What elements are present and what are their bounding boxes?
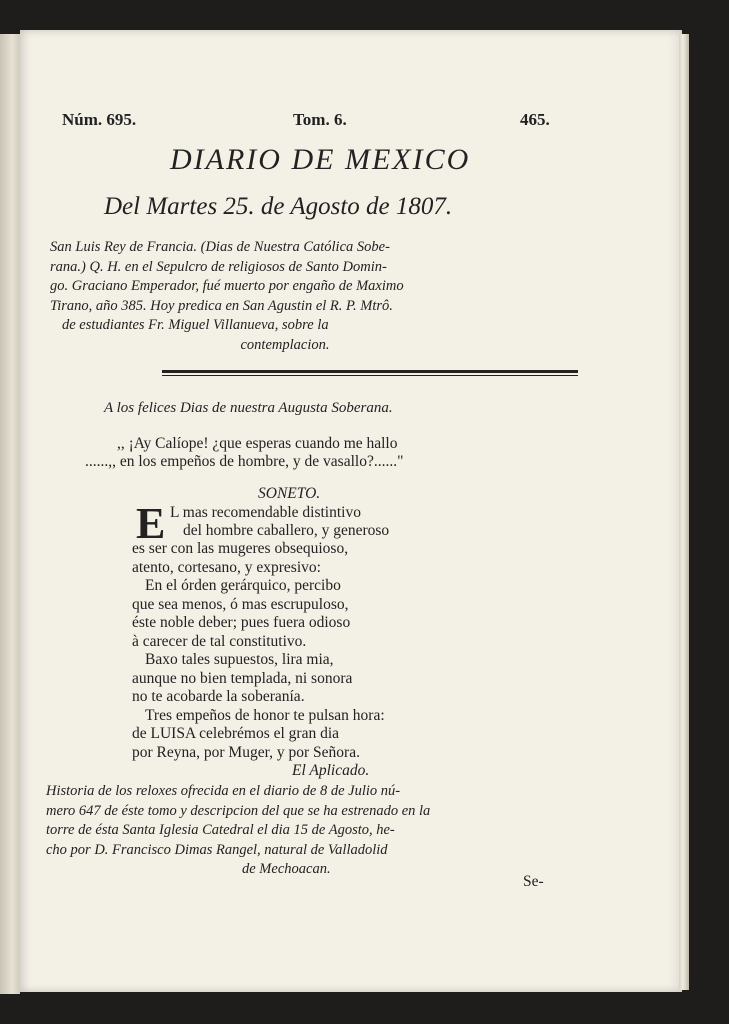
newspaper-title: DIARIO DE MEXICO <box>170 143 471 176</box>
sonnet-line: aunque no bien templada, ni sonora <box>132 669 353 687</box>
poem-dedication: A los felices Dias de nuestra Augusta Soberana. <box>104 400 393 416</box>
sonnet-line: atento, cortesano, y expresivo: <box>132 558 321 576</box>
divider-rule-thin <box>162 375 578 376</box>
page-number: 465. <box>520 110 550 129</box>
sonnet-line: éste noble deber; pues fuera odioso <box>132 614 351 631</box>
history-line: mero 647 de éste tomo y descripcion del que se ha estrenado en la <box>46 802 431 819</box>
history-notice <box>46 782 518 860</box>
poem-signature: El Aplicado. <box>292 762 370 779</box>
saint-line: Tirano, año 385. Hoy predica en San Agustin el R. P. Mtrô. <box>50 297 393 314</box>
history-line: Historia de los reloxes ofrecida en el diario de 8 de Julio nú- <box>46 783 401 799</box>
left-page-edge <box>0 34 20 994</box>
history-line: cho por D. Francisco Dimas Rangel, natural de Valladolid <box>46 841 388 858</box>
drop-cap: E <box>136 499 166 548</box>
page-edge <box>679 34 689 990</box>
sonnet-line: que sea menos, ó mas escrupuloso, <box>132 595 349 613</box>
catchword: Se- <box>523 873 544 890</box>
tome-number: Tom. 6. <box>293 110 347 129</box>
sonnet-line: del hombre caballero, y generoso <box>183 522 390 539</box>
sonnet-line: de LUISA celebrémos el gran dia <box>132 725 340 742</box>
page <box>20 30 682 992</box>
epigraph-line-1: ,, ¡Ay Calíope! ¿que esperas cuando me hallo <box>117 435 398 452</box>
saint-notice <box>50 238 532 356</box>
saint-line: contemplacion. <box>240 336 330 353</box>
sonnet-line: es ser con las mugeres obsequioso, <box>132 540 349 557</box>
issue-number: Núm. 695. <box>62 110 137 129</box>
sonnet-body <box>132 540 385 762</box>
history-line: torre de ésta Santa Iglesia Catedral el dia 15 de Agosto, he- <box>46 822 395 838</box>
sonnet-line: L mas recomendable distintivo <box>170 504 361 521</box>
divider-rule-thick <box>162 370 578 373</box>
saint-line: San Luis Rey de Francia. (Dias de Nuestra Católica Sobe- <box>50 239 390 255</box>
history-last-line: de Mechoacan. <box>242 861 331 877</box>
sonnet-line: En el órden gerárquico, percibo <box>145 577 341 594</box>
sonnet-line: Tres empeños de honor te pulsan hora: <box>145 706 385 724</box>
sonnet-line: por Reyna, por Muger, y por Señora. <box>132 743 360 761</box>
saint-line: rana.) Q. H. en el Sepulcro de religiosos de Santo Domin- <box>50 258 387 275</box>
sonnet-heading: SONETO. <box>258 485 321 502</box>
epigraph-line-2: ......,, en los empeños de hombre, y de vasallo?......" <box>85 453 404 470</box>
sonnet-line: Baxo tales supuestos, lira mia, <box>145 651 334 668</box>
sonnet-line: no te acobarde la soberanía. <box>132 688 305 705</box>
saint-line: de estudiantes Fr. Miguel Villanueva, sobre la <box>62 317 329 334</box>
sonnet-line: à carecer de tal constitutivo. <box>132 632 307 650</box>
issue-date: Del Martes 25. de Agosto de 1807. <box>104 193 453 220</box>
saint-line: go. Graciano Emperador, fué muerto por engaño de Maximo <box>50 278 404 295</box>
